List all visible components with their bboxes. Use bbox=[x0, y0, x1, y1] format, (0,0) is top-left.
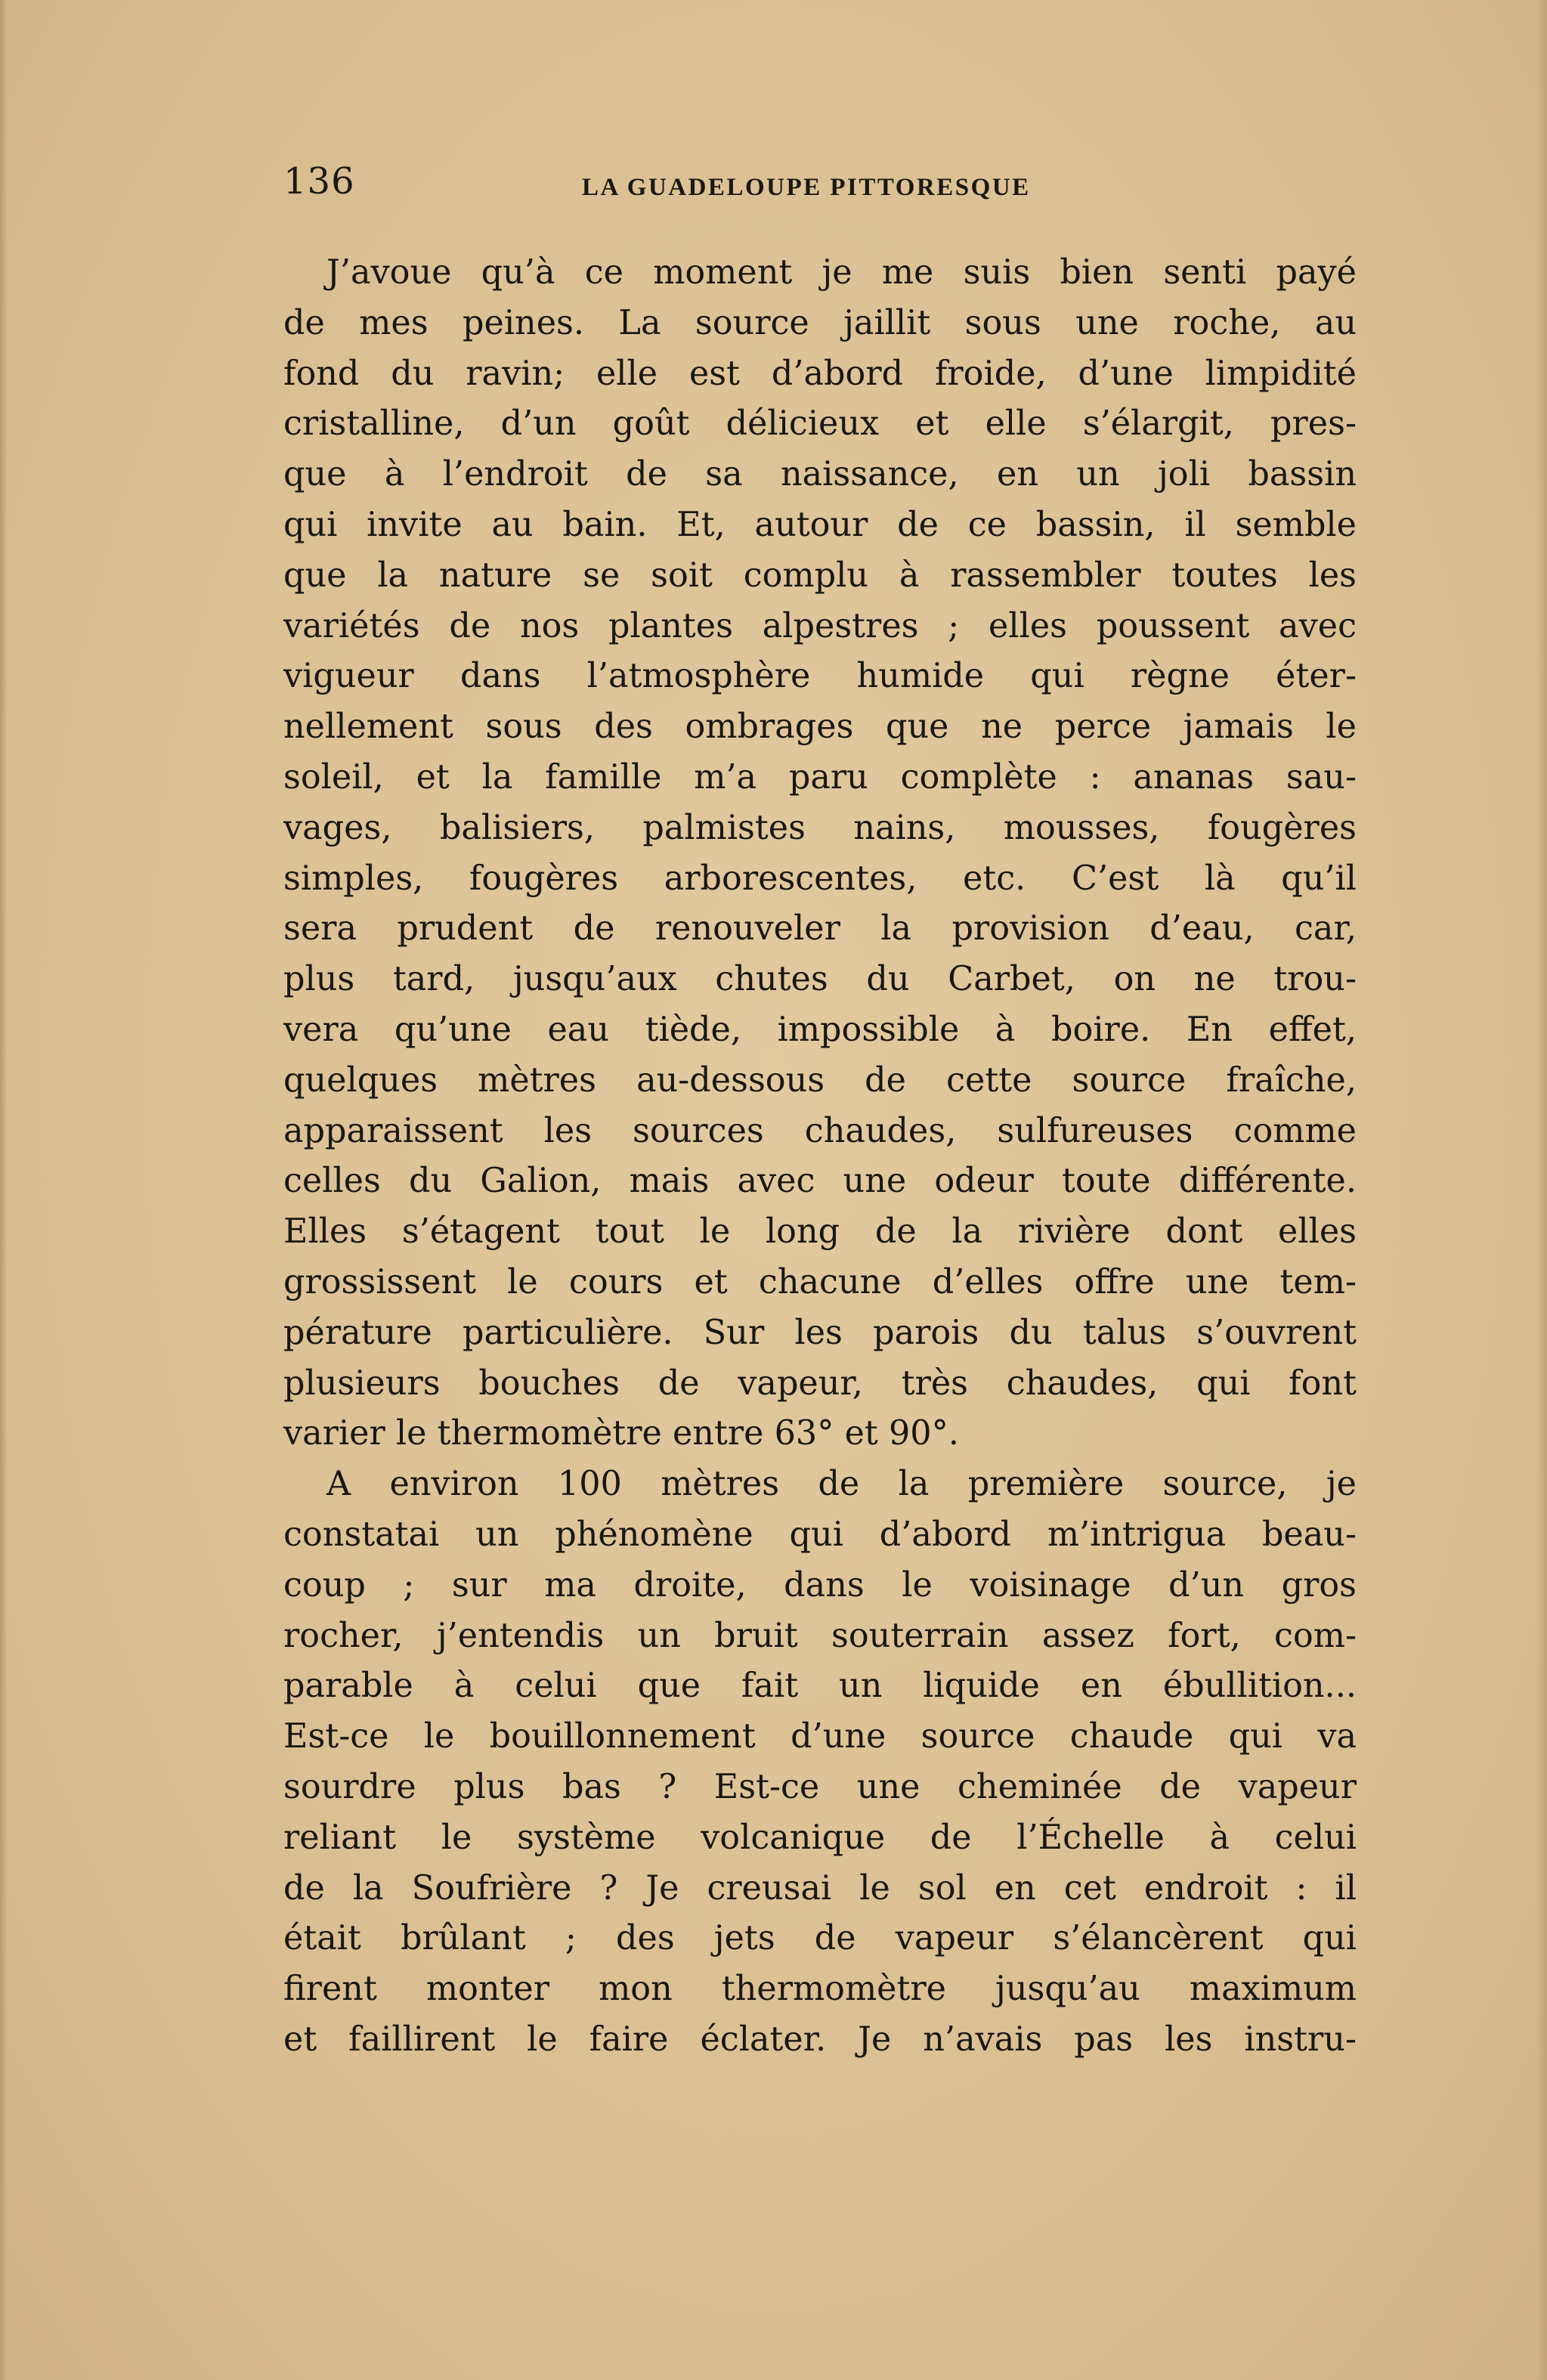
text-line: plusieurs bouches de vapeur, très chaudes, qui font bbox=[283, 1363, 1357, 1403]
paragraph-2 bbox=[283, 1459, 1357, 2066]
text-line: pérature particulière. Sur les parois du talus s’ouvrent bbox=[283, 1313, 1357, 1352]
text-line: que la nature se soit complu à rassembler toutes les bbox=[283, 556, 1357, 595]
page-edge-shadow-right bbox=[1536, 0, 1547, 2380]
text-line: que à l’endroit de sa naissance, en un joli bassin bbox=[283, 455, 1357, 494]
text-line: varier le thermomètre entre 63° et 90°. bbox=[283, 1414, 959, 1453]
page-number: 136 bbox=[283, 160, 355, 203]
text-line: et faillirent le faire éclater. Je n’avais pas les instru- bbox=[283, 2019, 1357, 2059]
text-line: celles du Galion, mais avec une odeur toute différente. bbox=[283, 1162, 1357, 1201]
text-line: vages, balisiers, palmistes nains, mousses, fougères bbox=[283, 808, 1357, 847]
text-line: variétés de nos plantes alpestres ; elles poussent avec bbox=[283, 606, 1357, 645]
text-line: quelques mètres au-dessous de cette source fraîche, bbox=[283, 1060, 1357, 1100]
text-line: J’avoue qu’à ce moment je me suis bien senti payé bbox=[326, 253, 1357, 292]
text-line: plus tard, jusqu’aux chutes du Carbet, on ne trou- bbox=[283, 960, 1357, 999]
text-line: parable à celui que fait un liquide en ébullition... bbox=[283, 1667, 1357, 1706]
text-line: grossissent le cours et chacune d’elles offre une tem- bbox=[283, 1262, 1357, 1301]
text-line: qui invite au bain. Et, autour de ce bassin, il semble bbox=[283, 505, 1357, 544]
text-line: constatai un phénomène qui d’abord m’intrigua beau- bbox=[283, 1515, 1357, 1554]
text-line: fond du ravin; elle est d’abord froide, d’une limpidité bbox=[283, 354, 1357, 393]
text-line: reliant le système volcanique de l’Échelle à celui bbox=[283, 1818, 1357, 1857]
text-line: simples, fougères arborescentes, etc. C’est là qu’il bbox=[283, 859, 1357, 898]
body-text bbox=[283, 248, 1357, 2066]
text-line: était brûlant ; des jets de vapeur s’élancèrent qui bbox=[283, 1919, 1357, 1958]
page-header bbox=[283, 160, 1357, 213]
text-line: coup ; sur ma droite, dans le voisinage d’un gros bbox=[283, 1565, 1357, 1605]
text-line: sourdre plus bas ? Est-ce une cheminée de vapeur bbox=[283, 1767, 1357, 1806]
text-line: firent monter mon thermomètre jusqu’au maximum bbox=[283, 1970, 1357, 2009]
text-line: Elles s’étagent tout le long de la rivière dont elles bbox=[283, 1212, 1357, 1252]
text-line: rocher, j’entendis un bruit souterrain assez fort, com- bbox=[283, 1616, 1357, 1655]
text-line: de mes peines. La source jaillit sous une roche, au bbox=[283, 303, 1357, 342]
text-line: sera prudent de renouveler la provision d’eau, car, bbox=[283, 909, 1357, 949]
text-line: cristalline, d’un goût délicieux et elle s’élargit, pres- bbox=[283, 404, 1357, 444]
text-line: soleil, et la famille m’a paru complète : ananas sau- bbox=[283, 757, 1357, 797]
paragraph-1 bbox=[283, 248, 1357, 1459]
text-line: vera qu’une eau tiède, impossible à boire. En effet, bbox=[283, 1010, 1357, 1049]
running-title: LA GUADELOUPE PITTORESQUE bbox=[582, 174, 1031, 201]
page-edge-shadow-left bbox=[0, 0, 8, 2380]
text-line: vigueur dans l’atmosphère humide qui règne éter- bbox=[283, 657, 1357, 696]
text-line: apparaissent les sources chaudes, sulfureuses comme bbox=[283, 1111, 1357, 1150]
text-line: A environ 100 mètres de la première source, je bbox=[326, 1465, 1357, 1504]
text-line: de la Soufrière ? Je creusai le sol en cet endroit : il bbox=[283, 1868, 1357, 1908]
text-line: Est-ce le bouillonnement d’une source chaude qui va bbox=[283, 1717, 1357, 1756]
text-line: nellement sous des ombrages que ne perce jamais le bbox=[283, 707, 1357, 747]
